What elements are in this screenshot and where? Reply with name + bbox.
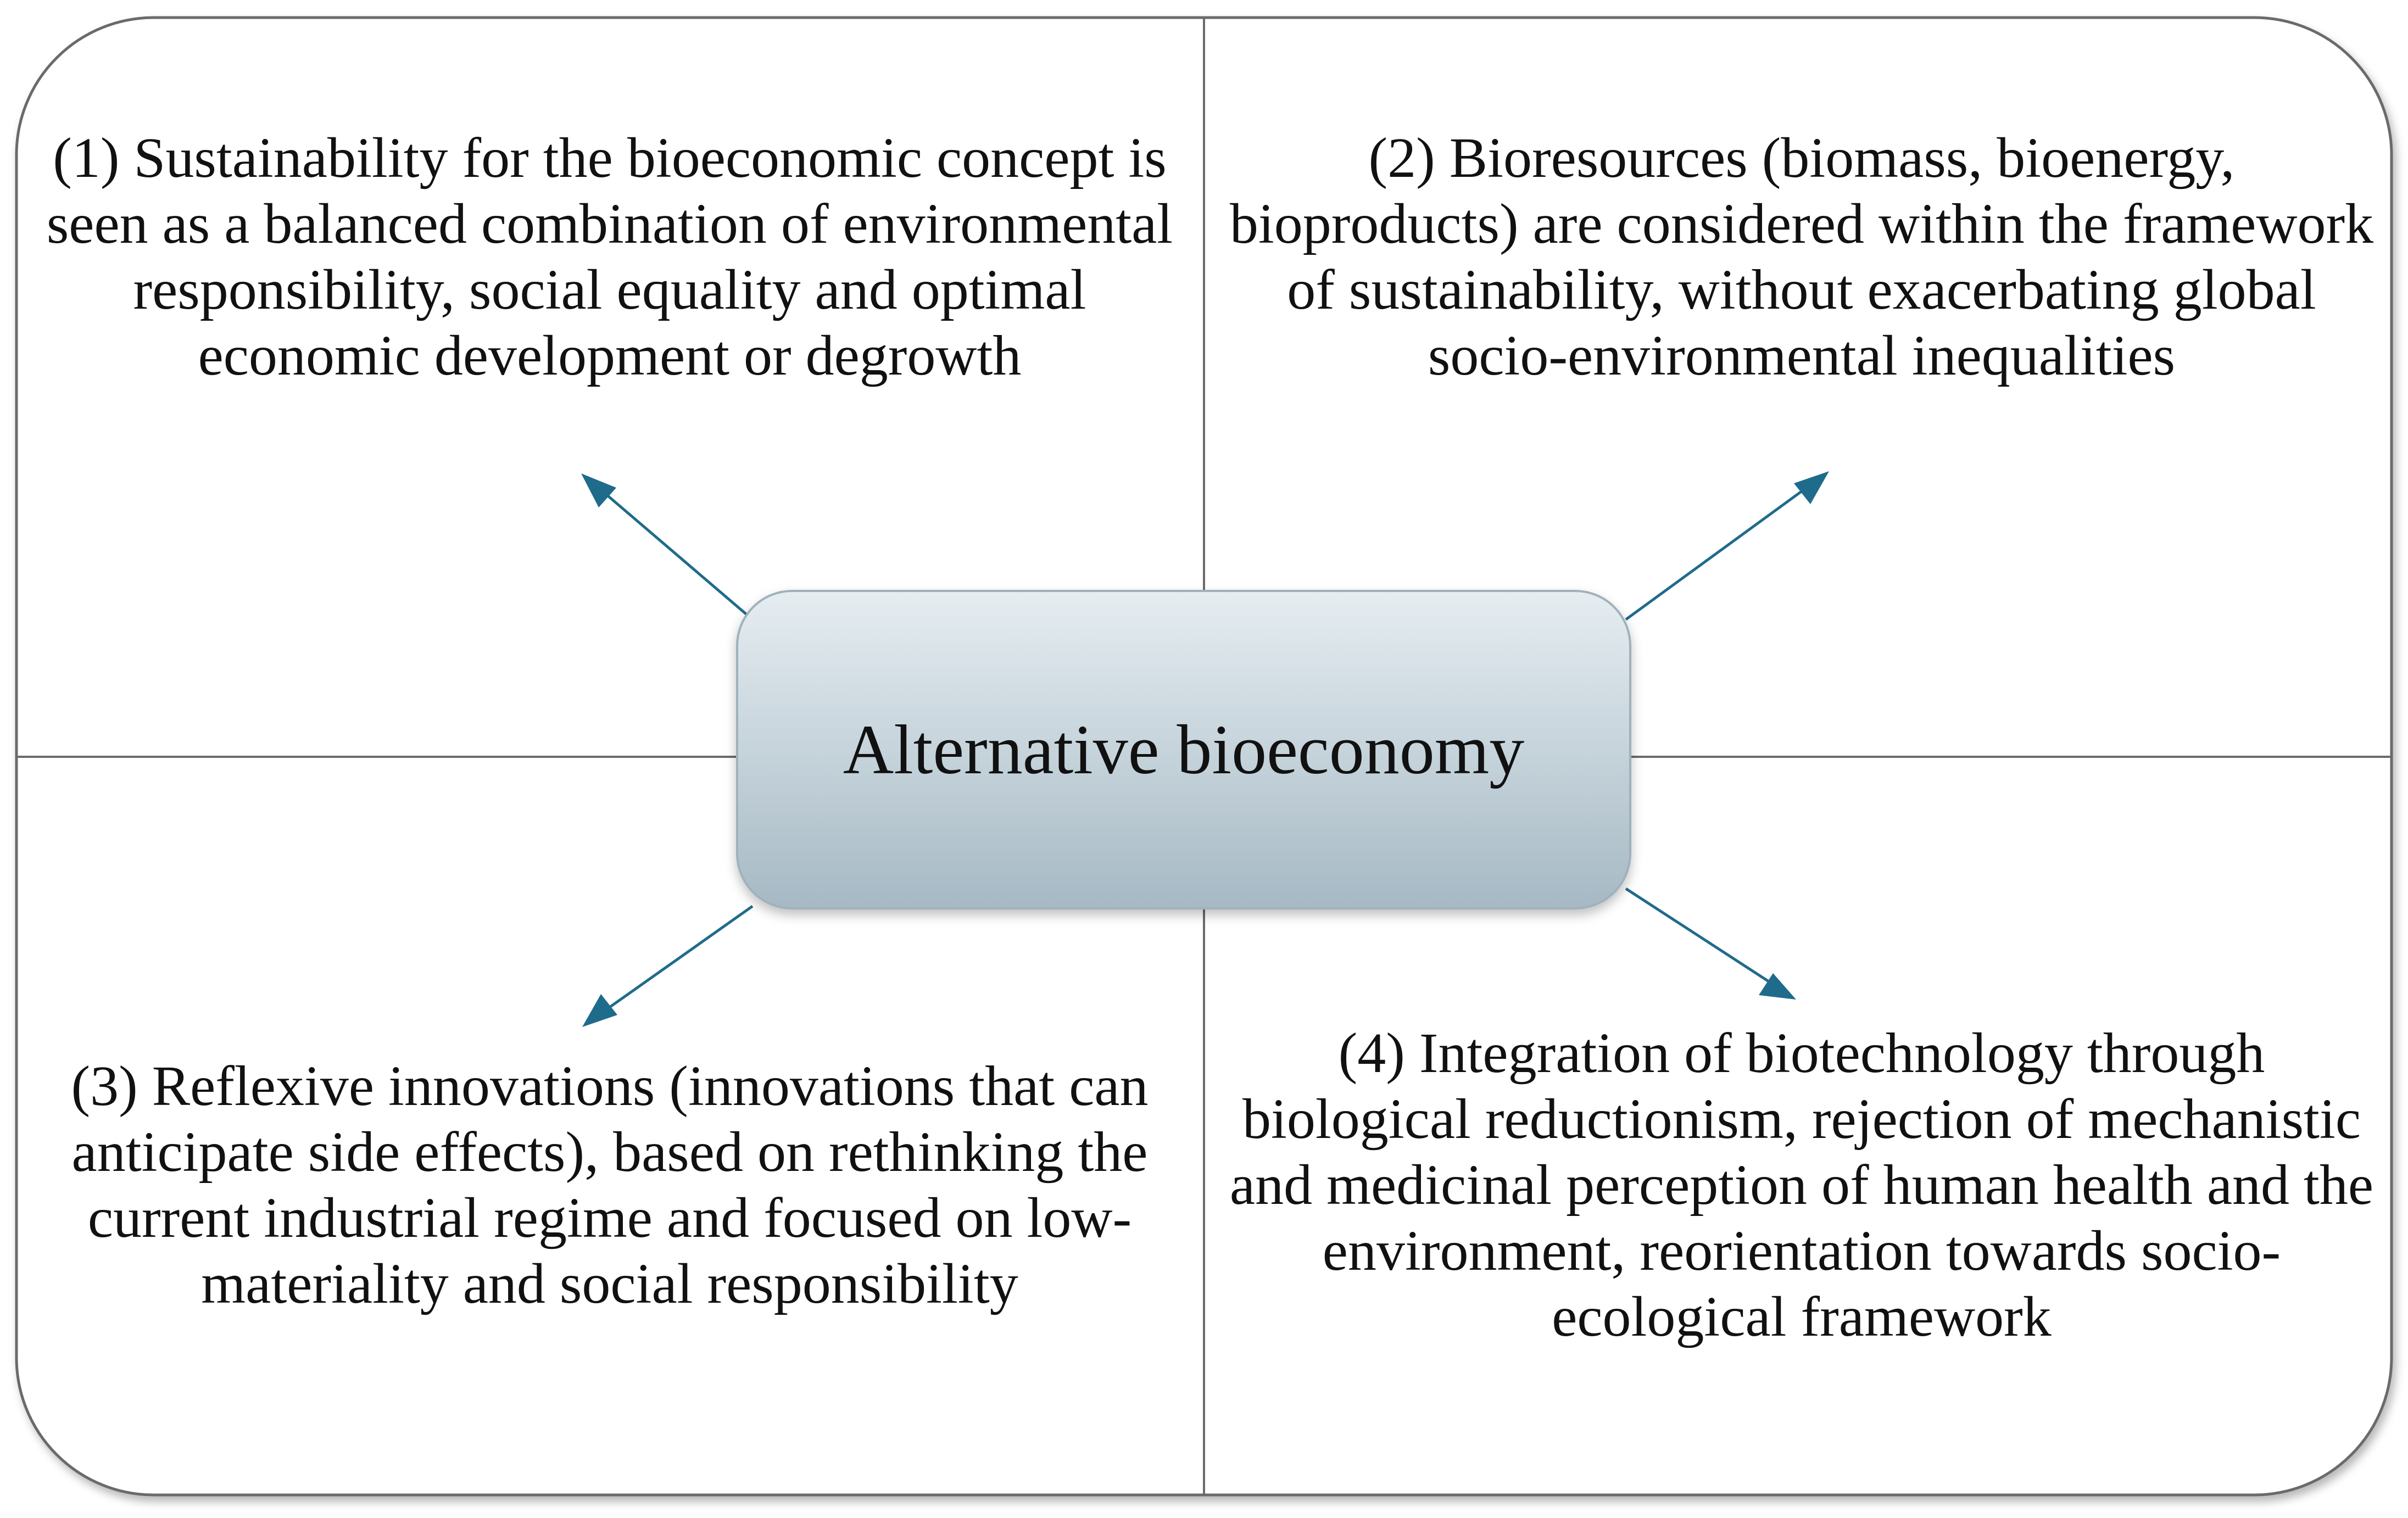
quadrant-1-text: (1) Sustainability for the bioeconomic concept is seen as a balanced combination of environmental responsibility, social equality and optimal economic development or degrowth (46, 126, 1173, 387)
quadrant-3-text: (3) Reflexive innovations (innovations that can anticipate side effects), based on rethinking the current industrial regime and focused on low-materiality and social responsibility (71, 1054, 1149, 1315)
quadrant-4-text: (4) Integration of biotechnology through biological reductionism, rejection of mechanistic and medicinal perception of human health and the environment, reorientation towards socio-ecological framework (1229, 1022, 2374, 1348)
center-label: Alternative bioeconomy (843, 710, 1525, 789)
quadrant-2-text: (2) Bioresources (biomass, bioenergy, bioproducts) are considered within the framework of sustainability, without exacerbating global socio-environmental inequalities (1229, 126, 2374, 387)
